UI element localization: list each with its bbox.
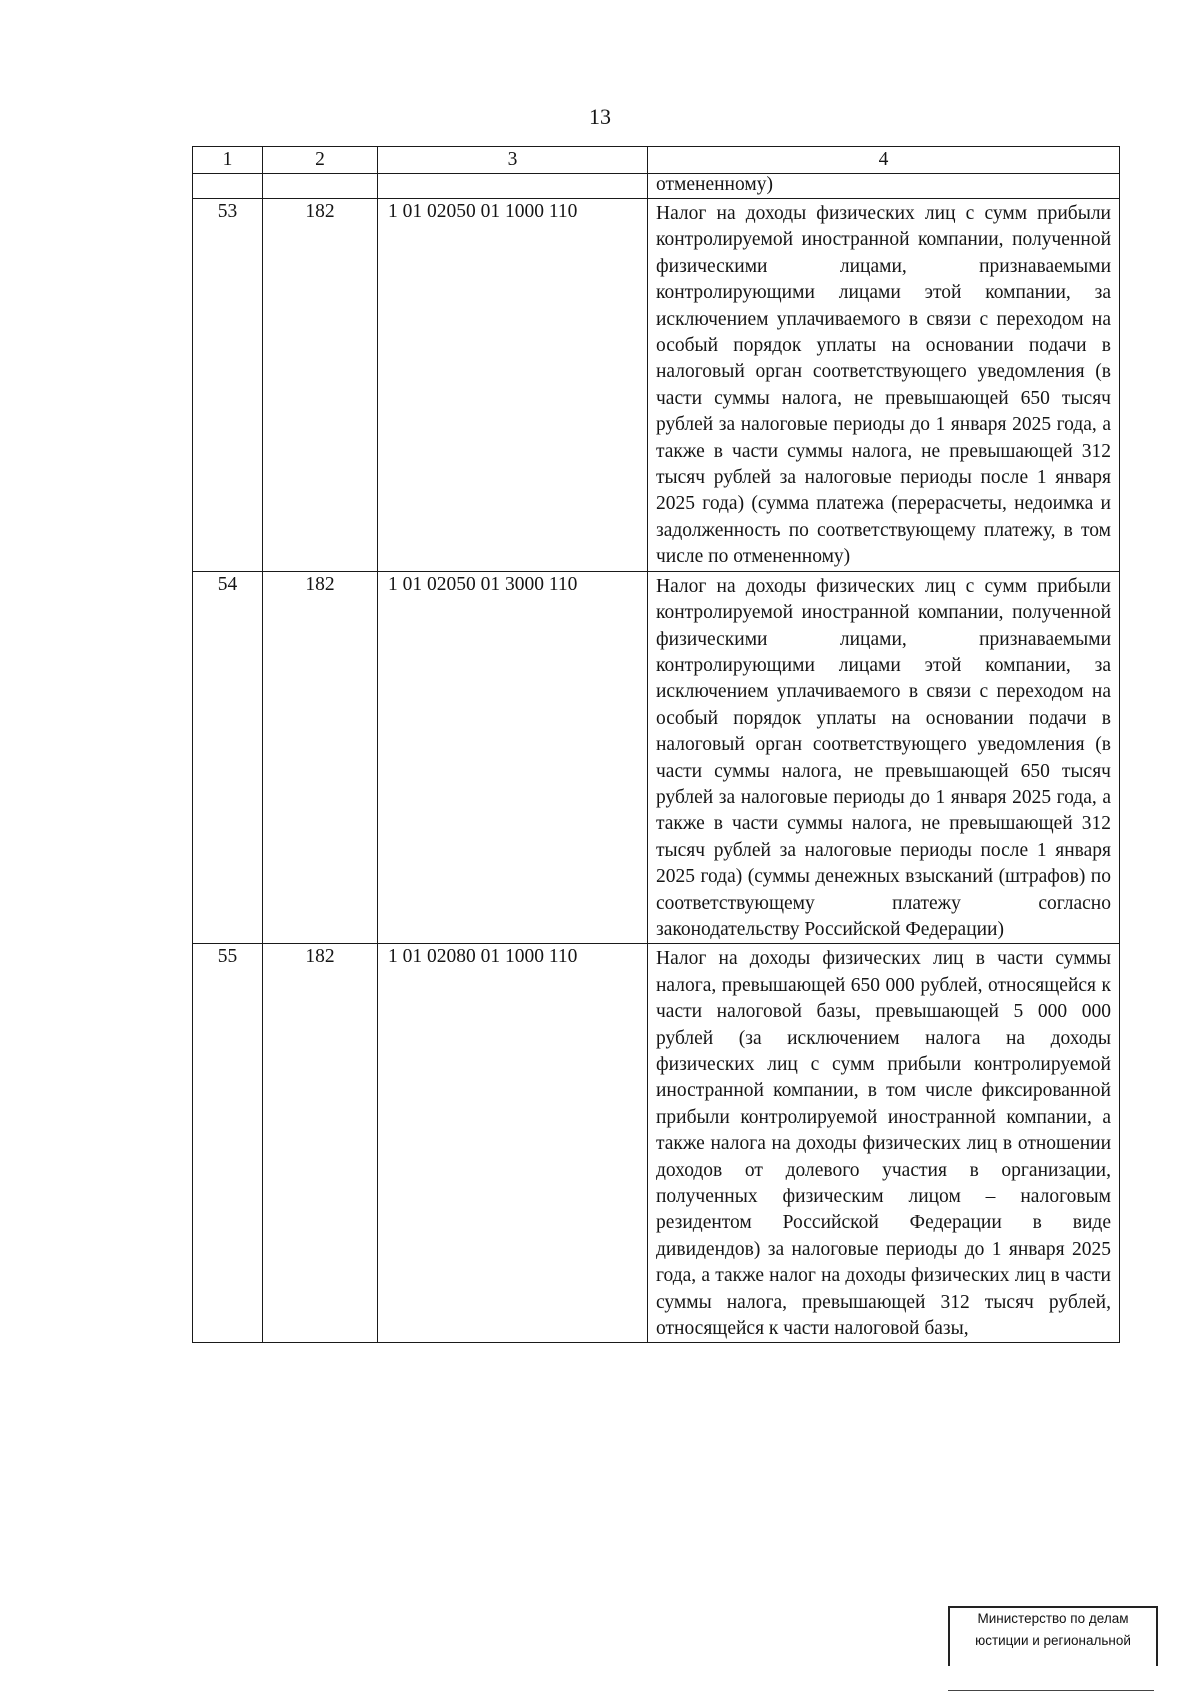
continuation-text: отмененному) xyxy=(648,174,1120,199)
stamp-line-2: юстиции и региональной xyxy=(975,1633,1131,1648)
stamp-underline xyxy=(948,1690,1154,1691)
row-number: 55 xyxy=(193,944,263,1343)
table-row xyxy=(193,944,1120,1343)
empty-cell xyxy=(378,174,648,199)
header-col-4: 4 xyxy=(648,147,1120,174)
stamp-line-1: Министерство по делам xyxy=(977,1611,1129,1626)
header-col-1: 1 xyxy=(193,147,263,174)
table-header-row xyxy=(193,147,1120,174)
registration-stamp xyxy=(948,1606,1158,1666)
row-number: 54 xyxy=(193,571,263,944)
header-col-2: 2 xyxy=(263,147,378,174)
row-number: 53 xyxy=(193,199,263,572)
revenue-description: Налог на доходы физических лиц с сумм прибыли контролируемой иностранной компании, полученной физическими лицами, признаваемыми контролирующими лицами этой компании, за исключением уплачиваемого в связи с переходом на особый порядок уплаты на основании подачи в налоговый орган соответствующего уведомления (в части суммы налога, не превышающей 650 тысяч рублей за налоговые периоды до 1 января 2025 года, а также в части суммы налога, не превышающей 312 тысяч рублей за налоговые периоды после 1 января 2025 года) (суммы денежных взысканий (штрафов) по соответствующему платежу согласно законодательству Российской Федерации) xyxy=(648,571,1120,944)
empty-cell xyxy=(193,174,263,199)
budget-classification-code: 1 01 02050 01 3000 110 xyxy=(378,571,648,944)
admin-code: 182 xyxy=(263,571,378,944)
empty-cell xyxy=(263,174,378,199)
revenue-description: Налог на доходы физических лиц с сумм прибыли контролируемой иностранной компании, полученной физическими лицами, признаваемыми контролирующими лицами этой компании, за исключением уплачиваемого в связи с переходом на особый порядок уплаты на основании подачи в налоговый орган соответствующего уведомления (в части суммы налога, не превышающей 650 тысяч рублей за налоговые периоды до 1 января 2025 года, а также в части суммы налога, не превышающей 312 тысяч рублей за налоговые периоды после 1 января 2025 года) (сумма платежа (перерасчеты, недоимка и задолженность по соответствующему платежу, в том числе по отмененному) xyxy=(648,199,1120,572)
budget-classification-code: 1 01 02050 01 1000 110 xyxy=(378,199,648,572)
admin-code: 182 xyxy=(263,199,378,572)
table-row xyxy=(193,571,1120,944)
revenue-codes-table xyxy=(192,146,1120,1343)
table-row xyxy=(193,199,1120,572)
header-col-3: 3 xyxy=(378,147,648,174)
page-number: 13 xyxy=(589,104,611,129)
budget-classification-code: 1 01 02080 01 1000 110 xyxy=(378,944,648,1343)
continuation-row xyxy=(193,174,1120,199)
admin-code: 182 xyxy=(263,944,378,1343)
revenue-description: Налог на доходы физических лиц в части суммы налога, превышающей 650 000 рублей, относящейся к части налоговой базы, превышающей 5 000 000 рублей (за исключением налога на доходы физических лиц с сумм прибыли контролируемой иностранной компании, в том числе фиксированной прибыли контролируемой иностранной компании, а также налога на доходы физических лиц в отношении доходов от долевого участия в организации, полученных физическим лицом – налоговым резидентом Российской Федерации в виде дивидендов) за налоговые периоды до 1 января 2025 года, а также налог на доходы физических лиц в части суммы налога, превышающей 312 тысяч рублей, относящейся к части налоговой базы, xyxy=(648,944,1120,1343)
